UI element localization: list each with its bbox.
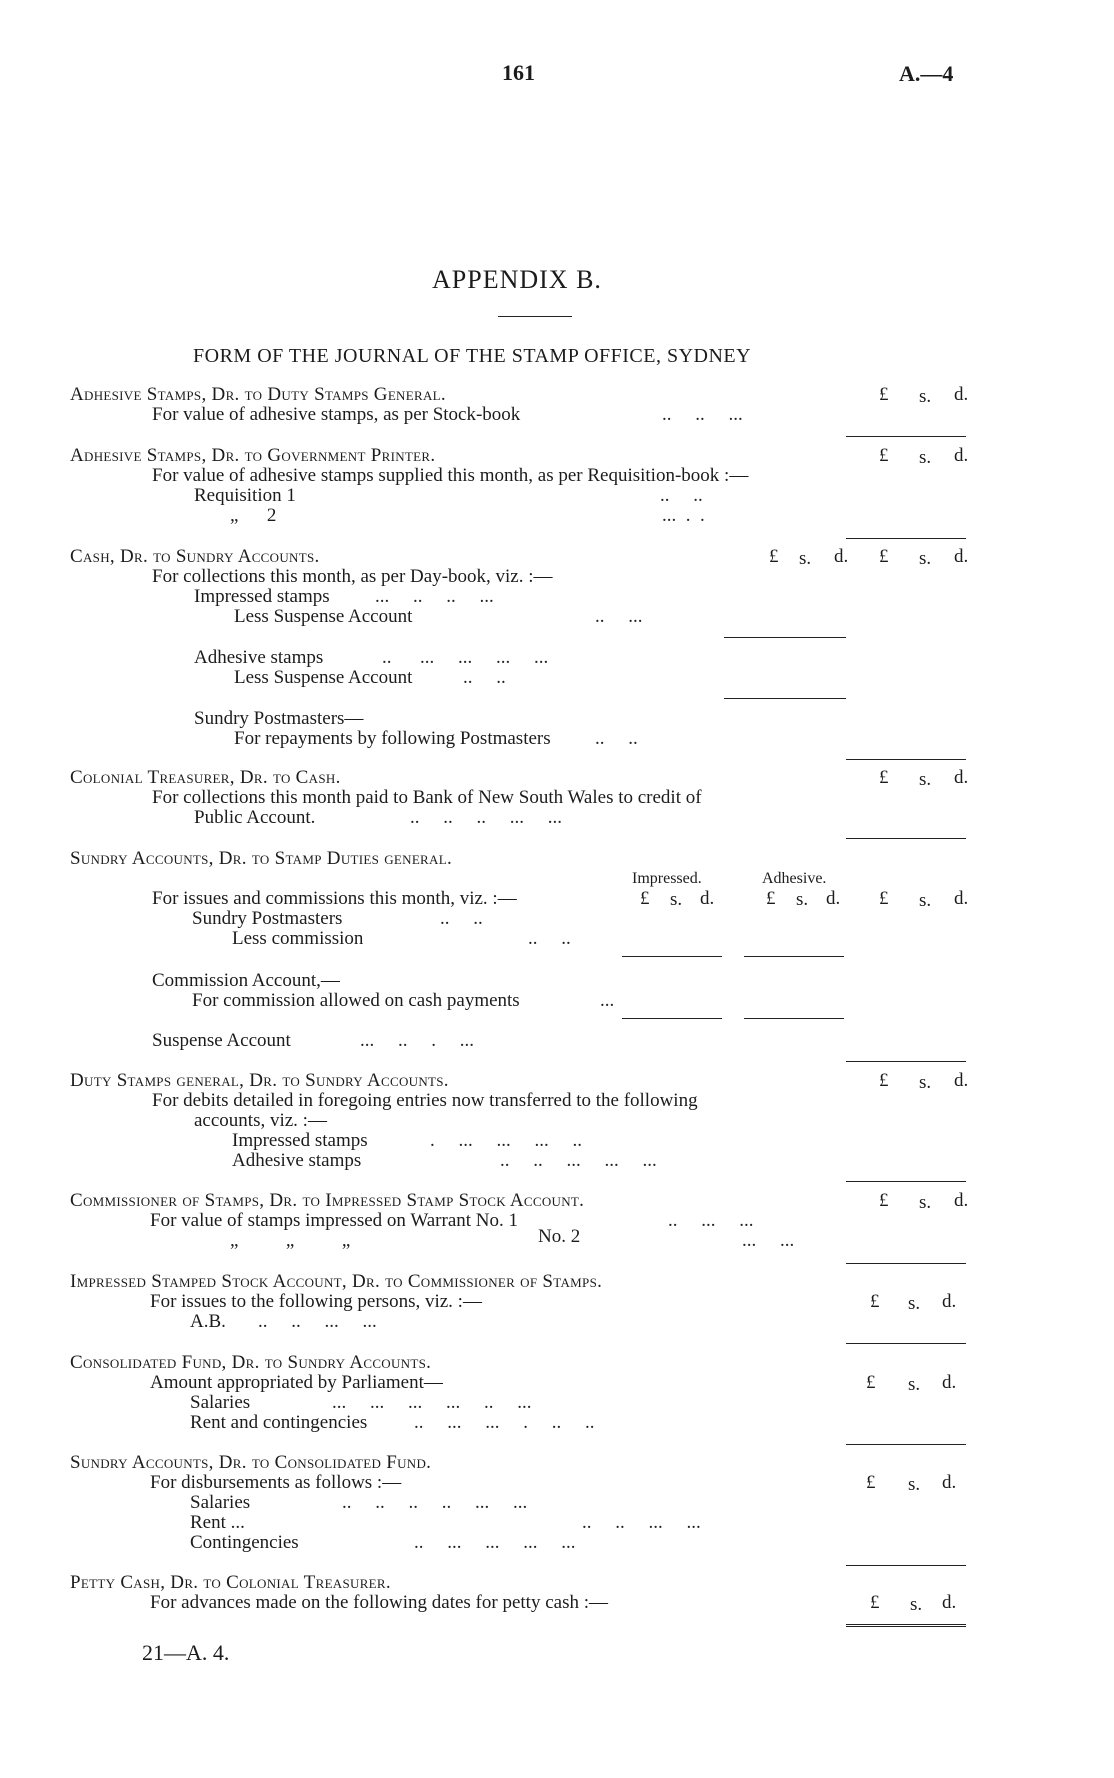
entry-9-heading: Consolidated Fund, Dr. to Sundry Accounts. [70,1352,432,1373]
entry-5-line-4: Commission Account,— [152,970,340,991]
entry-8-heading: Impressed Stamped Stock Account, Dr. to Commissioner of Stamps. [70,1271,603,1292]
entry-11-heading: Petty Cash, Dr. to Colonial Treasurer. [70,1572,391,1593]
entry-7-line-1: For value of stamps impressed on Warrant No. 1 [150,1210,519,1231]
entry-9-leaders-2: .. ... ... . .. .. [414,1412,595,1433]
entry-2-line-3: „ 2 [230,505,277,526]
entry-7-line-2a: „ „ „ [230,1230,351,1251]
entry-2-heading: Adhesive Stamps, Dr. to Government Printer. [70,445,436,466]
entry-2-shilling: s. [919,447,932,468]
entry-1-rule [846,436,966,437]
entry-2-line-2: Requisition 1 [194,485,296,506]
entry-6-line-2: accounts, viz. :— [194,1110,327,1131]
entry-7-pound: £ [879,1190,889,1211]
footer-signature: 21—A. 4. [142,1640,230,1665]
entry-1-line: For value of adhesive stamps, as per Stock-book [152,404,521,425]
entry-8-leaders: .. .. ... ... [258,1311,377,1332]
entry-2-rule [846,538,966,539]
entry-10-pound: £ [866,1472,876,1493]
entry-1-heading: Adhesive Stamps, Dr. to Duty Stamps General. [70,384,446,405]
title-rule [498,316,572,317]
entry-1-pound: £ [879,384,889,405]
entry-5-col-adhesive: Adhesive. [762,870,827,887]
entry-2-line-1: For value of adhesive stamps supplied this month, as per Requisition-book :— [152,465,749,486]
entry-10-leaders-2: .. .. ... ... [582,1512,701,1533]
entry-8-pence: d. [942,1291,957,1312]
entry-9-rule [846,1444,966,1445]
entry-11-shilling: s. [910,1594,923,1615]
entry-1-leaders: .. .. ... [662,404,743,425]
entry-5-imp-rule-1 [622,956,722,957]
entry-11-pound: £ [870,1592,880,1613]
entry-5-line-6: Suspense Account [152,1030,291,1051]
entry-5-adh-pound: £ [766,888,776,909]
entry-3-pence: d. [954,546,969,567]
entry-3-line-2: Impressed stamps [194,586,330,607]
entry-8-rule [846,1343,966,1344]
entry-3-leaders-2: .. ... [595,606,643,627]
entry-3-sub-pound: £ [769,546,779,567]
entry-8-pound: £ [870,1291,880,1312]
entry-4-line-2: Public Account. [194,807,316,828]
entry-5-leaders-1: .. .. [440,908,483,929]
entry-3-subrule-1 [724,637,846,638]
entry-5-line-3: Less commission [232,928,364,949]
entry-5-leaders-2: .. .. [528,928,571,949]
entry-4-pence: d. [954,767,969,788]
entry-1-shilling: s. [919,386,932,407]
entry-1-pence: d. [954,384,969,405]
entry-5-line-5: For commission allowed on cash payments [192,990,520,1011]
entry-9-shilling: s. [908,1374,921,1395]
entry-10-leaders-3: .. ... ... ... ... [414,1532,576,1553]
entry-6-leaders-1: . ... ... ... .. [430,1130,582,1151]
entry-5-adh-pence: d. [826,888,841,909]
entry-3-subrule-2 [724,698,846,699]
entry-5-rule [846,1061,966,1062]
entry-9-pound: £ [866,1372,876,1393]
entry-3-line-5: Less Suspense Account [234,667,413,688]
entry-4-shilling: s. [919,769,932,790]
entry-2-pence: d. [954,445,969,466]
entry-11-line-1: For advances made on the following dates for petty cash :— [150,1592,608,1613]
entry-5-adh-shilling: s. [796,889,809,910]
entry-5-pence: d. [954,888,969,909]
entry-5-shilling: s. [919,890,932,911]
entry-5-heading: Sundry Accounts, Dr. to Stamp Duties general. [70,848,453,869]
entry-5-adh-rule-1 [744,956,844,957]
entry-6-line-3: Impressed stamps [232,1130,368,1151]
entry-10-leaders-1: .. .. .. .. ... ... [342,1492,528,1513]
entry-5-imp-pound: £ [640,888,650,909]
entry-7-leaders-2: ... ... [742,1230,795,1251]
entry-10-line-1: For disbursements as follows :— [150,1472,402,1493]
entry-5-pound: £ [879,888,889,909]
entry-11-rule [846,1624,966,1627]
entry-10-line-3: Rent ... [190,1512,245,1533]
entry-9-pence: d. [942,1372,957,1393]
entry-5-imp-shilling: s. [670,889,683,910]
entry-5-line-2: Sundry Postmasters [192,908,343,929]
entry-8-line-1: For issues to the following persons, viz. :— [150,1291,482,1312]
entry-9-line-1: Amount appropriated by Parliament— [150,1372,443,1393]
entry-2-leaders-1: .. .. [660,485,703,506]
entry-7-pence: d. [954,1190,969,1211]
entry-4-heading: Colonial Treasurer, Dr. to Cash. [70,767,341,788]
entry-9-line-3: Rent and contingencies [190,1412,368,1433]
entry-7-shilling: s. [919,1192,932,1213]
entry-5-col-impressed: Impressed. [632,870,702,887]
entry-4-leaders: .. .. .. ... ... [410,807,562,828]
entry-3-sub-pence: d. [834,546,849,567]
entry-6-line-4: Adhesive stamps [232,1150,362,1171]
entry-6-leaders-2: .. .. ... ... ... [500,1150,657,1171]
entry-3-leaders-3: .. ... ... ... ... [382,647,549,668]
entry-3-rule [846,759,966,760]
entry-11-pence: d. [942,1592,957,1613]
entry-5-adh-rule-2 [744,1018,844,1019]
entry-4-rule [846,838,966,839]
entry-7-rule [846,1263,966,1264]
entry-2-leaders-2: ... . . [662,505,705,526]
entry-5-imp-pence: d. [700,888,715,909]
entry-5-imp-rule-2 [622,1018,722,1019]
entry-8-shilling: s. [908,1293,921,1314]
entry-3-leaders-4: .. .. [463,667,506,688]
entry-3-line-3: Less Suspense Account [234,606,413,627]
entry-10-heading: Sundry Accounts, Dr. to Consolidated Fund. [70,1452,432,1473]
entry-3-line-4: Adhesive stamps [194,647,324,668]
entry-8-line-2: A.B. [190,1311,226,1332]
entry-3-sub-shilling: s. [799,548,812,569]
entry-6-pence: d. [954,1070,969,1091]
entry-6-rule [846,1181,966,1182]
entry-9-line-2: Salaries [190,1392,251,1413]
entry-10-rule [846,1565,966,1566]
entry-10-line-4: Contingencies [190,1532,299,1553]
entry-10-line-2: Salaries [190,1492,251,1513]
entry-10-pence: d. [942,1472,957,1493]
entry-4-line-1: For collections this month paid to Bank of New South Wales to credit of [152,787,702,808]
entry-7-line-2b: No. 2 [538,1226,581,1247]
page-number: 161 [502,60,535,85]
entry-3-heading: Cash, Dr. to Sundry Accounts. [70,546,320,567]
entry-4-pound: £ [879,767,889,788]
journal-subtitle: FORM OF THE JOURNAL OF THE STAMP OFFICE, SYDNEY [193,345,752,367]
entry-5-leaders-3: ... [600,990,615,1011]
document-reference: A.—4 [899,61,954,86]
entry-3-pound: £ [879,546,889,567]
entry-6-shilling: s. [919,1072,932,1093]
entry-7-leaders-1: .. ... ... [668,1210,754,1231]
entry-10-shilling: s. [908,1474,921,1495]
entry-3-line-1: For collections this month, as per Day-book, viz. :— [152,566,553,587]
entry-3-line-6: Sundry Postmasters— [194,708,364,729]
entry-5-leaders-4: ... .. . ... [360,1030,474,1051]
entry-6-heading: Duty Stamps general, Dr. to Sundry Accounts. [70,1070,449,1091]
entry-3-shilling: s. [919,548,932,569]
appendix-title: APPENDIX B. [432,265,602,294]
entry-3-leaders-1: ... .. .. ... [375,586,494,607]
entry-5-line-1: For issues and commissions this month, viz. :— [152,888,517,909]
entry-9-leaders-1: ... ... ... ... .. ... [332,1392,532,1413]
entry-2-pound: £ [879,445,889,466]
entry-7-heading: Commissioner of Stamps, Dr. to Impressed Stamp Stock Account. [70,1190,585,1211]
entry-6-pound: £ [879,1070,889,1091]
entry-3-leaders-5: .. .. [595,728,638,749]
entry-3-line-7: For repayments by following Postmasters [234,728,551,749]
entry-6-line-1: For debits detailed in foregoing entries now transferred to the following [152,1090,698,1111]
